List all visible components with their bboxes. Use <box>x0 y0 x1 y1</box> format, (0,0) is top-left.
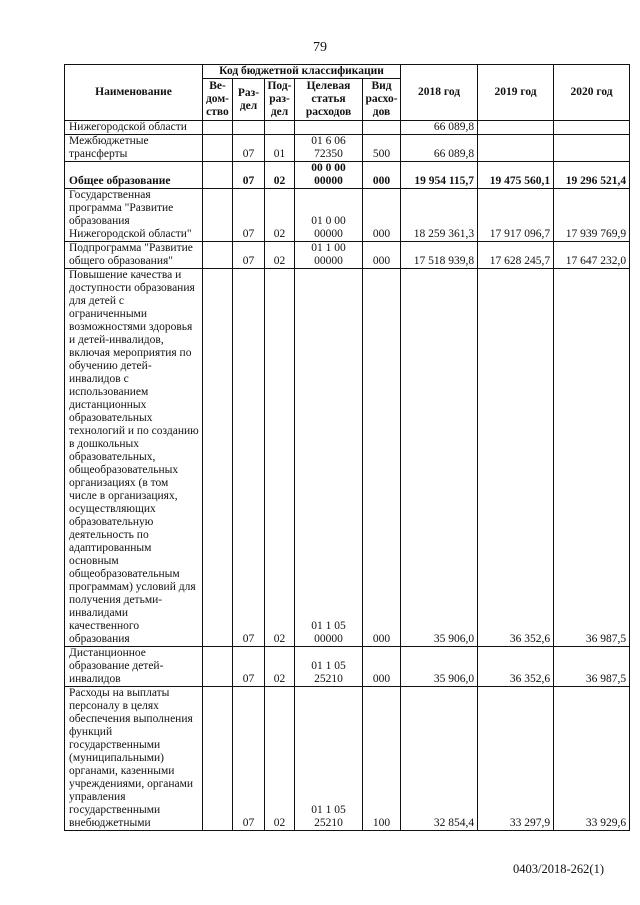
cell-y2018: 66 089,8 <box>401 121 478 135</box>
cell-ved <box>203 189 233 242</box>
cell-ved <box>203 269 233 647</box>
cell-podrazdel: 02 <box>265 242 295 269</box>
cell-podrazdel <box>265 121 295 135</box>
cell-name: Общее образование <box>65 162 203 189</box>
cell-y2020: 19 296 521,4 <box>554 162 630 189</box>
cell-razdel: 07 <box>233 269 265 647</box>
cell-y2019: 36 352,6 <box>478 269 554 647</box>
cell-ved <box>203 121 233 135</box>
cell-y2019: 19 475 560,1 <box>478 162 554 189</box>
cell-y2018: 32 854,4 <box>401 687 478 831</box>
cell-ved <box>203 162 233 189</box>
cell-y2018: 35 906,0 <box>401 269 478 647</box>
cell-name: Нижегородской области <box>65 121 203 135</box>
cell-vid <box>363 121 401 135</box>
cell-y2019 <box>478 121 554 135</box>
header-ved: Ве- дом- ство <box>203 79 233 121</box>
cell-name: Дистанционное образование детей-инвалидов <box>65 647 203 687</box>
cell-razdel <box>233 121 265 135</box>
header-2020: 2020 год <box>554 65 630 121</box>
cell-ved <box>203 687 233 831</box>
cell-y2018: 18 259 361,3 <box>401 189 478 242</box>
cell-y2019: 33 297,9 <box>478 687 554 831</box>
cell-y2020: 17 647 232,0 <box>554 242 630 269</box>
cell-name: Подпрограмма "Развитие общего образования" <box>65 242 203 269</box>
header-name: Наименование <box>65 65 203 121</box>
cell-name: Повышение качества и доступности образования для детей с ограниченными возможностями здоровья и детей-инвалидов, включая мероприятия по обучению детей-инвалидов с использованием дистанционных образовательных технологий и по созданию в дошкольных образовательных, общеобразовательных организациях (в том числе в организациях, осуществляющих образовательную деятельность по адаптированным основным общеобразовательным программам) условий для получения детьми-инвалидами качественного образования <box>65 269 203 647</box>
header-vid: Вид расхо- дов <box>363 79 401 121</box>
cell-vid: 100 <box>363 687 401 831</box>
cell-vid: 000 <box>363 242 401 269</box>
table-row <box>65 121 630 135</box>
cell-razdel: 07 <box>233 189 265 242</box>
cell-target <box>295 121 363 135</box>
cell-name: Государственная программа "Развитие образования Нижегородской области" <box>65 189 203 242</box>
table-row <box>65 269 630 647</box>
cell-razdel: 07 <box>233 647 265 687</box>
budget-table <box>64 64 630 831</box>
cell-y2019: 36 352,6 <box>478 647 554 687</box>
cell-target: 01 1 05 25210 <box>295 687 363 831</box>
cell-vid: 000 <box>363 269 401 647</box>
header-2019: 2019 год <box>478 65 554 121</box>
cell-vid: 500 <box>363 135 401 162</box>
cell-podrazdel: 02 <box>265 269 295 647</box>
header-podrazdel: Под- раз- дел <box>265 79 295 121</box>
table-row <box>65 687 630 831</box>
cell-target: 01 6 06 72350 <box>295 135 363 162</box>
page-number: 79 <box>313 40 327 55</box>
header-razdel: Раз- дел <box>233 79 265 121</box>
header-target: Целевая статья расходов <box>295 79 363 121</box>
cell-podrazdel: 02 <box>265 687 295 831</box>
cell-podrazdel: 02 <box>265 162 295 189</box>
cell-vid: 000 <box>363 189 401 242</box>
table-row <box>65 162 630 189</box>
cell-target: 01 1 05 25210 <box>295 647 363 687</box>
header-2018: 2018 год <box>401 65 478 121</box>
cell-podrazdel: 01 <box>265 135 295 162</box>
cell-y2018: 19 954 115,7 <box>401 162 478 189</box>
cell-razdel: 07 <box>233 135 265 162</box>
cell-razdel: 07 <box>233 162 265 189</box>
cell-podrazdel: 02 <box>265 189 295 242</box>
cell-razdel: 07 <box>233 687 265 831</box>
cell-ved <box>203 135 233 162</box>
cell-target: 01 0 00 00000 <box>295 189 363 242</box>
cell-y2020: 17 939 769,9 <box>554 189 630 242</box>
table-row <box>65 189 630 242</box>
cell-name: Межбюджетные трансферты <box>65 135 203 162</box>
cell-podrazdel: 02 <box>265 647 295 687</box>
cell-y2019: 17 917 096,7 <box>478 189 554 242</box>
table-row <box>65 135 630 162</box>
cell-y2020 <box>554 135 630 162</box>
cell-y2019: 17 628 245,7 <box>478 242 554 269</box>
cell-y2018: 17 518 939,8 <box>401 242 478 269</box>
cell-vid: 000 <box>363 162 401 189</box>
table-row <box>65 242 630 269</box>
cell-razdel: 07 <box>233 242 265 269</box>
table-row <box>65 647 630 687</box>
cell-y2020: 36 987,5 <box>554 269 630 647</box>
cell-y2018: 35 906,0 <box>401 647 478 687</box>
cell-name: Расходы на выплаты персоналу в целях обеспечения выполнения функций государственными (муниципальными) органами, казенными учреждениями, органами управления государственными внебюджетными <box>65 687 203 831</box>
cell-y2020: 33 929,6 <box>554 687 630 831</box>
cell-ved <box>203 647 233 687</box>
cell-target: 01 1 05 00000 <box>295 269 363 647</box>
cell-y2020: 36 987,5 <box>554 647 630 687</box>
cell-target: 00 0 00 00000 <box>295 162 363 189</box>
cell-ved <box>203 242 233 269</box>
document-code: 0403/2018-262(1) <box>513 862 604 876</box>
cell-y2020 <box>554 121 630 135</box>
cell-target: 01 1 00 00000 <box>295 242 363 269</box>
cell-y2019 <box>478 135 554 162</box>
cell-vid: 000 <box>363 647 401 687</box>
header-code-group: Код бюджетной классификации <box>203 65 401 79</box>
cell-y2018: 66 089,8 <box>401 135 478 162</box>
